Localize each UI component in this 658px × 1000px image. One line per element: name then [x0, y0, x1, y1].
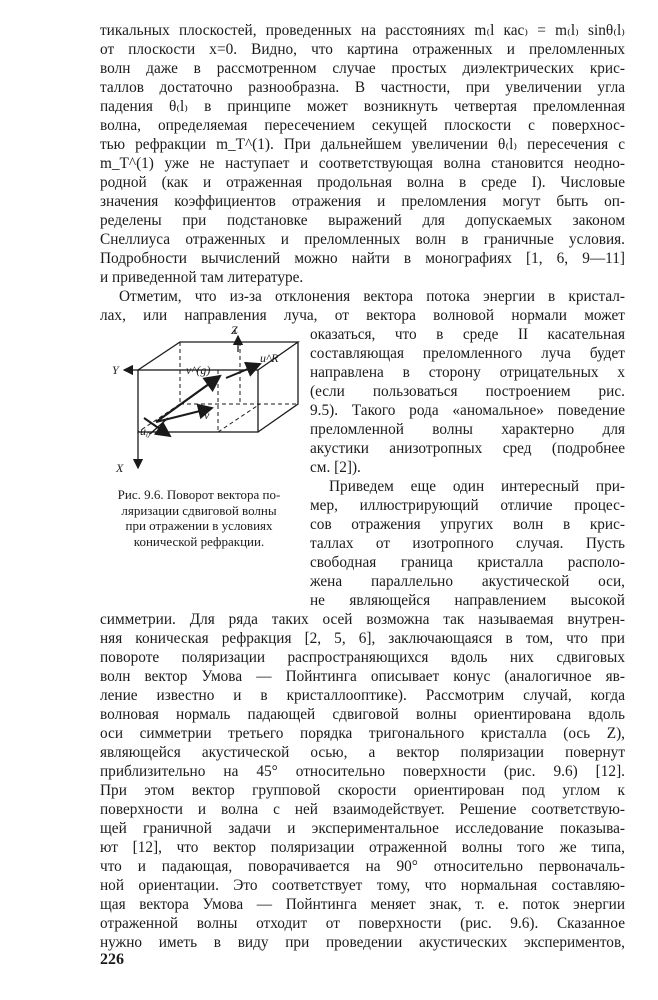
text-line: симметрии. Для ряда таких осей возможна так называемая внутрен- — [100, 611, 625, 628]
text-line: тикальных плоскостей, проведенных на расстояниях m₍l кас₎ = m₍l₎ sinθ₍l₎ — [100, 22, 625, 39]
text-line: (если пользоваться построением рис. — [310, 383, 625, 400]
text-line: акустики анизотропных сред (подробнее — [310, 440, 625, 457]
text-line: оси симметрии третьего порядка тригонального кристалла (ось Z), — [100, 725, 625, 742]
text-line: нужно иметь в виду при проведении акустических экспериментов, — [100, 934, 625, 951]
text-line: тью рефракции m_T^(1). При дальнейшем увеличении θ₍l₎ пересечения с — [100, 136, 625, 153]
group-velocity-vector — [156, 376, 220, 422]
text-line: приблизительно на 45° относительно поверхности (рис. 9.6) [12]. — [100, 763, 625, 780]
wave-normal-label: v — [204, 408, 210, 422]
text-line: составляющая преломленного луча будет — [310, 345, 625, 362]
text-line: от плоскости x=0. Видно, что картина отраженных и преломленных — [100, 41, 625, 58]
text-line: При этом вектор групповой скорости ориентирован под углом к — [100, 782, 625, 799]
reflected-polarization-label: u^R — [260, 351, 279, 365]
text-line: являющейся акустической осью, а вектор поляризации повернут — [100, 744, 625, 761]
text-line: волновая нормаль падающей сдвиговой волны ориентирована вдоль — [100, 706, 625, 723]
text-line: и приведенной там литературе. — [100, 269, 304, 286]
caption-line: ляризации сдвиговой волны — [121, 502, 277, 518]
text-line: волна, определяемая пересечением секущей плоскости с поверхнос- — [100, 117, 625, 134]
text-line: щая вектора Умова — Пойнтинга меняет знак, т. е. поток энергии — [100, 896, 625, 913]
reflected-polarization-vector — [226, 364, 260, 378]
text-line: Приведем еще один интересный при- — [329, 478, 625, 495]
text-line: значения коэффициентов отражения и преломления могут быть оп- — [100, 193, 625, 210]
text-line: преломленной волны характерно для — [310, 421, 625, 438]
text-line: мер, иллюстрирующий отличие процес- — [310, 497, 625, 514]
text-line: см. [2]). — [310, 459, 361, 476]
text-line: ределены при подстановке выражений для допускаемых законом — [100, 212, 625, 229]
text-line: ют [12], что вектор поляризации отраженной волны того же типа, — [100, 839, 625, 856]
group-velocity-label: v^(g) — [186, 363, 211, 377]
text-line: поверхности и волна с ней взаимодействует. Решение соответствую- — [100, 801, 625, 818]
y-axis-label: Y — [112, 363, 119, 377]
text-line: ление известно и в кристаллооптике). Рассмотрим случай, когда — [100, 687, 625, 704]
caption-line: конической рефракции. — [133, 533, 265, 549]
text-line: волн даже в рассмотренном случае простых диэлектрических крис- — [100, 60, 625, 77]
text-line: оказаться, что в среде II касательная — [310, 326, 625, 343]
page-number: 226 — [100, 951, 124, 968]
text-line: ной ориентации. Это соответствует тому, что нормальная составляю- — [100, 877, 625, 894]
text-line: щей граничной задачи и экспериментальное исследование показыва- — [100, 820, 625, 837]
text-line: няя коническая рефракция [2, 5, 6], заключающаяся в том, что при — [100, 630, 625, 647]
text-line: волн вектор Умова — Пойнтинга описывает конус (аналогичное яв- — [100, 668, 625, 685]
text-line: свободная граница кристалла располо- — [310, 554, 625, 571]
text-line: таллов достаточно разнообразна. В частности, при увеличении угла — [100, 79, 625, 96]
text-line: что и падающая, поворачивается на 90° относительно первоначаль- — [100, 858, 625, 875]
incident-polarization-label: u₀ — [140, 424, 151, 438]
text-line: отраженной волны отходит от поверхности (рис. 9.6). Сказанное — [100, 915, 625, 932]
text-line: 9.5). Такого рода «аномальное» поведение — [310, 402, 625, 419]
x-axis-label: X — [116, 461, 124, 475]
z-axis-label: Z — [231, 323, 238, 337]
text-line: сов отражения упругих волн в крис- — [310, 516, 625, 533]
figure-caption — [100, 487, 298, 549]
crystal-diagram — [100, 322, 310, 480]
text-line: повороте поляризации распространяющихся вдоль них сдвиговых — [100, 649, 625, 666]
text-line: лах, или направления луча, от вектора волновой нормали может — [100, 307, 625, 324]
text-line: m_T^(1) уже не наступает и соответствующая волна становится неодно- — [100, 155, 625, 172]
text-line: не являющейся направлением высокой — [310, 592, 625, 609]
text-line: таллах от изотропного случая. Пусть — [310, 535, 625, 552]
text-line: Снеллиуса отраженных и преломленных волн в граничные условия. — [100, 231, 625, 248]
figure-9-6 — [100, 322, 310, 480]
text-line: жена параллельно акустической оси, — [310, 573, 625, 590]
caption-line: Рис. 9.6. Поворот вектора по- — [117, 487, 281, 502]
text-line: падения θ₍l₎ в принципе может возникнуть четвертая преломленная — [100, 98, 625, 115]
text-line: направлена в сторону отрицательных x — [310, 364, 625, 381]
caption-line: при отражении в условиях — [125, 518, 273, 533]
text-line: Подробности вычислений можно найти в монографиях [1, 6, 9—11] — [100, 250, 625, 267]
text-line: Отметим, что из-за отклонения вектора потока энергии в кристал- — [119, 288, 625, 305]
text-line: родной (как и отраженная продольная волна в среде I). Числовые — [100, 174, 625, 191]
